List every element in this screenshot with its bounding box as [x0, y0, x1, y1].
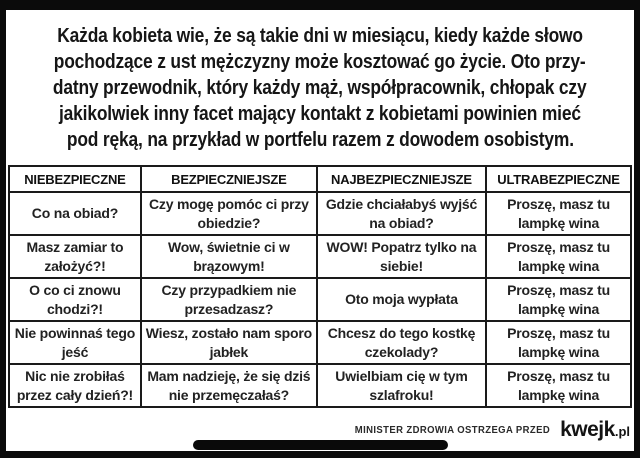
table-cell: Mam nadzieję, że się dziś nie przemęczałaś?: [141, 364, 317, 407]
table-row: [9, 235, 631, 278]
table-cell: Wiesz, zostało nam sporo jabłek: [141, 321, 317, 364]
table-cell: Oto moja wypłata: [317, 278, 486, 321]
intro-line: [6, 49, 634, 75]
table-cell: WOW! Popatrz tylko na siebie!: [317, 235, 486, 278]
kwejk-logo-main: kwejk: [560, 418, 615, 441]
table-cell: Proszę, masz tu lampkę wina: [486, 192, 631, 235]
intro-line-text: pod ręką, na przykład w portfelu razem z dowodem osobistym.: [66, 129, 574, 151]
table-cell: Wow, świetnie ci w brązowym!: [141, 235, 317, 278]
column-header-ultrabezpieczne: ULTRABEZPIECZNE: [486, 166, 631, 192]
column-header-najbezpieczniejsze: NAJBEZPIECZNIEJSZE: [317, 166, 486, 192]
column-header-bezpieczniejsze: BEZPIECZNIEJSZE: [141, 166, 317, 192]
table-cell: Co na obiad?: [9, 192, 141, 235]
intro-line-text: Każda kobieta wie, że są takie dni w miesiącu, kiedy każde słowo: [57, 25, 583, 47]
content-area: [6, 10, 634, 451]
censor-bar: [193, 440, 448, 450]
table-cell: Proszę, masz tu lampkę wina: [486, 278, 631, 321]
intro-line-text: datny przewodnik, który każdy mąż, współpracownik, chłopak czy: [53, 77, 587, 99]
table-header-row: [9, 166, 631, 192]
table-cell: Masz zamiar to założyć?!: [9, 235, 141, 278]
table-row: [9, 321, 631, 364]
table-cell: Proszę, masz tu lampkę wina: [486, 321, 631, 364]
intro-line: [6, 75, 634, 101]
health-warning-text: MINISTER ZDROWIA OSTRZEGA PRZED: [354, 424, 551, 436]
table-cell: Chcesz do tego kostkę czekolady?: [317, 321, 486, 364]
table-row: [9, 364, 631, 407]
table-cell: Nic nie zrobiłaś przez cały dzień?!: [9, 364, 141, 407]
footer: [355, 418, 630, 442]
table-row: [9, 278, 631, 321]
intro-paragraph: [6, 10, 634, 153]
intro-line: [6, 101, 634, 127]
table-cell: Proszę, masz tu lampkę wina: [486, 235, 631, 278]
kwejk-logo-suffix: .pl: [614, 424, 630, 439]
table-cell: Proszę, masz tu lampkę wina: [486, 364, 631, 407]
danger-guide-table: [8, 165, 632, 408]
intro-line-text: pochodzące z ust mężczyzny może kosztować go życie. Oto przy-: [54, 51, 586, 73]
kwejk-logo: [560, 418, 630, 442]
table-cell: Czy przypadkiem nie przesadzasz?: [141, 278, 317, 321]
intro-line-text: jakikolwiek inny facet mający kontakt z kobietami powinien mieć: [59, 103, 581, 125]
table-cell: Czy mogę pomóc ci przy obiedzie?: [141, 192, 317, 235]
intro-line: [6, 127, 634, 153]
table-row: [9, 192, 631, 235]
table-cell: O co ci znowu chodzi?!: [9, 278, 141, 321]
intro-line: [6, 23, 634, 49]
column-header-niebezpieczne: NIEBEZPIECZNE: [9, 166, 141, 192]
table-cell: Uwielbiam cię w tym szlafroku!: [317, 364, 486, 407]
table-cell: Nie powinnaś tego jeść: [9, 321, 141, 364]
table-cell: Gdzie chciałabyś wyjść na obiad?: [317, 192, 486, 235]
